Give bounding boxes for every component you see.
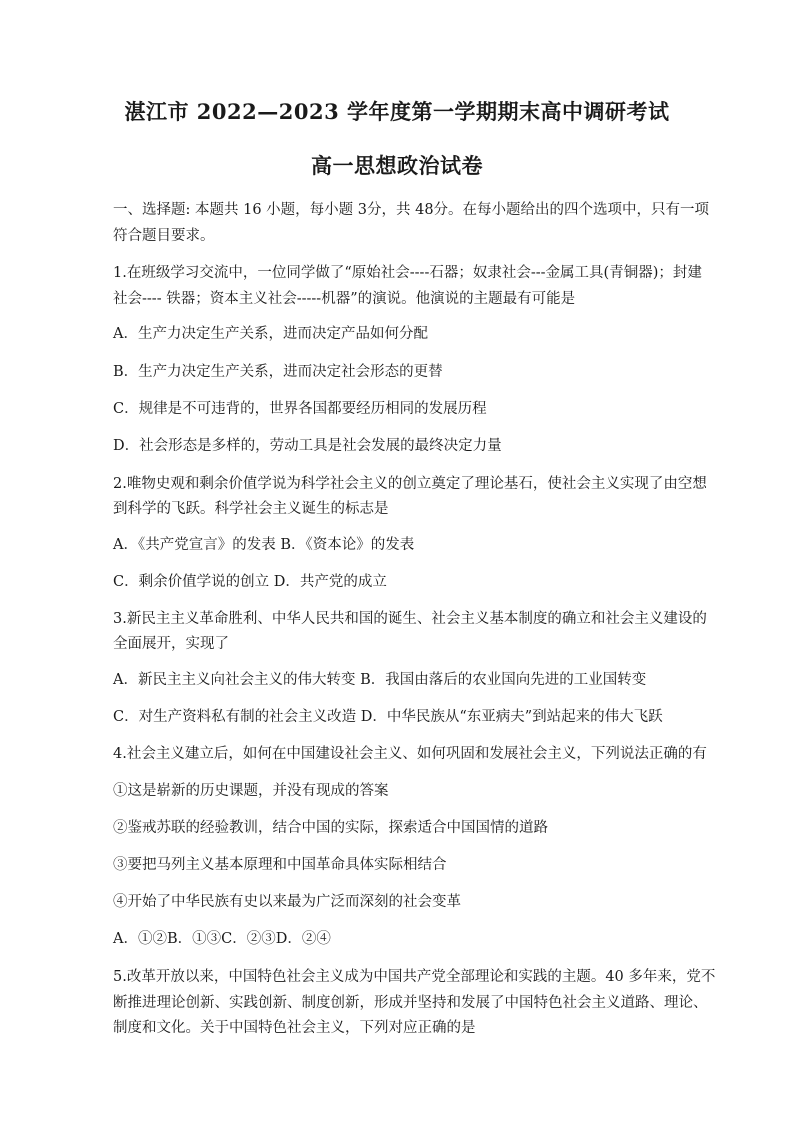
q3-options-ab: A．新民主主义向社会主义的伟大转变 B．我国由落后的农业国向先进的工业国转变 (113, 672, 647, 688)
q4-statement-1: ①这是崭新的历史课题，并没有现成的答案 (113, 783, 389, 799)
exam-subtitle: 高一思想政治试卷 (311, 153, 483, 178)
q2-stem-line-1: 2.唯物史观和剩余价值学说为科学社会主义的创立奠定了理论基石，使社会主义实现了由空想 (113, 476, 707, 492)
q1-option-b: B．生产力决定生产关系，进而决定社会形态的更替 (113, 364, 443, 380)
q1-option-c: C．规律是不可违背的，世界各国都要经历相同的发展历程 (113, 401, 487, 417)
section-instruction-line-1: 一、选择题: 本题共 16 小题，每小题 3分，共 48分。在每小题给出的四个选项中，只有一项 (113, 202, 710, 218)
q2-options-cd: C．剩余价值学说的创立 D．共产党的成立 (113, 574, 387, 590)
q5-stem-line-2: 断推进理论创新、实践创新、制度创新，形成并坚持和发展了中国特色社会主义道路、理论、 (113, 995, 708, 1011)
q1-option-d: D．社会形态是多样的，劳动工具是社会发展的最终决定力量 (113, 438, 502, 454)
q4-statement-2: ②鉴戒苏联的经验教训，结合中国的实际，探索适合中国国情的道路 (113, 820, 548, 836)
q3-options-cd: C．对生产资料私有制的社会主义改造 D．中华民族从“东亚病夫”到站起来的伟大飞跃 (113, 709, 663, 725)
q4-statement-4: ④开始了中华民族有史以来最为广泛而深刻的社会变革 (113, 894, 461, 910)
q1-stem-line-2: 社会---- 铁器；资本主义社会-----机器”的演说。他演说的主题最有可能是 (113, 291, 576, 307)
q3-stem-line-1: 3.新民主主义革命胜利、中华人民共和国的诞生、社会主义基本制度的确立和社会主义建设的 (113, 611, 707, 627)
q3-stem-line-2: 全面展开，实现了 (113, 636, 229, 652)
q2-stem-line-2: 到科学的飞跃。科学社会主义诞生的标志是 (113, 501, 389, 517)
q5-stem-line-1: 5.改革开放以来，中国特色社会主义成为中国共产党全部理论和实践的主题。40 多年来，党不 (113, 969, 716, 985)
q1-option-a: A．生产力决定生产关系，进而决定产品如何分配 (113, 326, 428, 342)
q4-options: A．①②B．①③C．②③D．②④ (113, 931, 331, 947)
q5-stem-line-3: 制度和文化。关于中国特色社会主义，下列对应正确的是 (113, 1020, 476, 1036)
q2-options-ab: A．《共产党宣言》的发表 B．《资本论》的发表 (113, 537, 415, 553)
q4-stem: 4.社会主义建立后，如何在中国建设社会主义、如何巩固和发展社会主义，下列说法正确的有 (113, 746, 707, 762)
q1-stem-line-1: 1.在班级学习交流中，一位同学做了“原始社会----石器；奴隶社会---金属工具(青铜器)；封建 (113, 265, 702, 281)
q4-statement-3: ③要把马列主义基本原理和中国革命具体实际相结合 (113, 857, 447, 873)
section-instruction-line-2: 符合题目要求。 (113, 228, 215, 244)
exam-title: 湛江市 2022—2023 学年度第一学期期末高中调研考试 (124, 99, 670, 124)
